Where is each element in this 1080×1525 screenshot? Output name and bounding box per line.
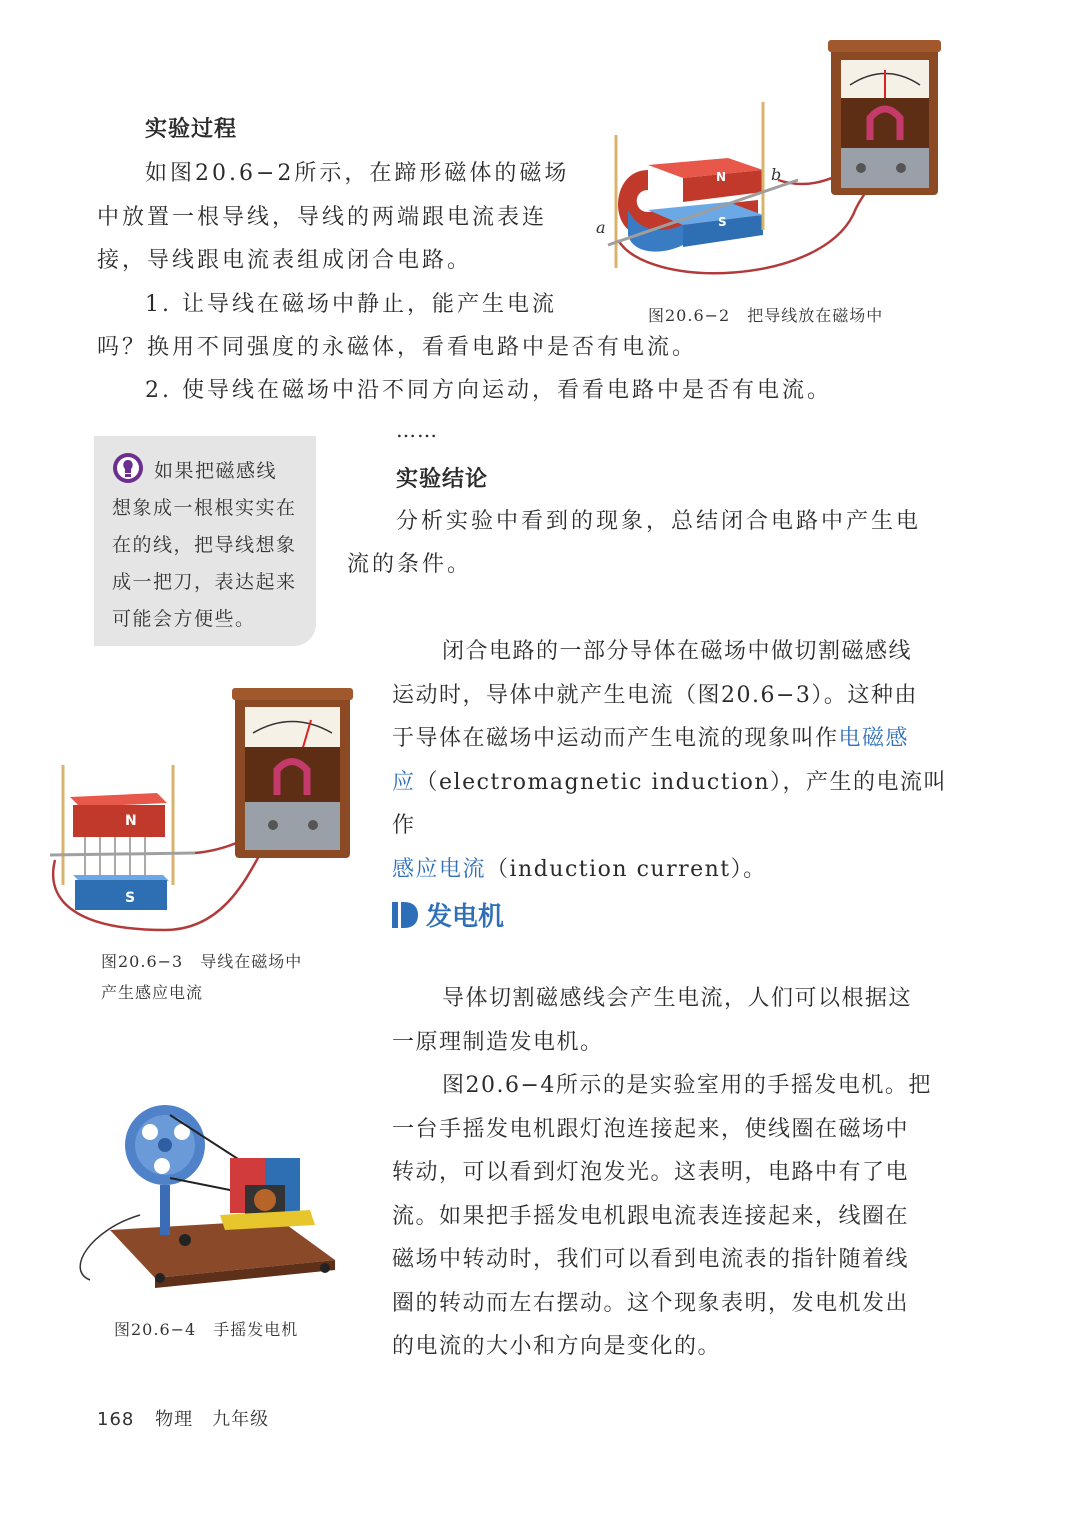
figure2-label-a: a [596,218,606,237]
generator-heading: 发电机 [426,902,505,932]
induction-line-3: 于导体在磁场中运动而产生电流的现象叫作电磁感 [392,726,910,751]
term-electromagnetic-induction: 电磁感 [838,726,910,751]
step2: 2. 使导线在磁场中沿不同方向运动，看看电路中是否有电流。 [145,378,832,403]
tip-line-5: 可能会方便些。 [112,608,256,630]
intro-line-1: 如图20.6−2所示，在蹄形磁体的磁场 [145,161,570,186]
generator-section-heading [392,896,504,933]
conclusion-heading: 实验结论 [396,466,489,492]
tip-line-3: 在的线，把导线想象 [112,534,297,556]
s-magnet [75,880,167,910]
figure3-caption-line-1: 图20.6−3 导线在磁场中 [101,952,303,971]
figure2-caption: 图20.6−2 把导线放在磁场中 [648,306,884,325]
induction-paragraph [392,630,952,891]
step1-line-2: 吗？换用不同强度的永磁体，看看电路中是否有电流。 [97,335,698,360]
figure3-pole-n: N [125,813,137,829]
figure-horseshoe-magnet-illustration [588,40,948,285]
gen-p2-line-5: 磁场中转动时，我们可以看到电流表的指针随着线 [392,1247,910,1272]
gen-p1-line-2: 一原理制造发电机。 [392,1029,604,1055]
section-marker-icon [392,900,418,930]
lightbulb-icon [112,452,144,484]
induction-line-4: 应（electromagnetic induction），产生的电流叫作 [392,769,948,838]
gen-p2-line-1: 图20.6−4所示的是实验室用的手摇发电机。把 [442,1073,932,1098]
experiment-heading: 实验过程 [145,116,238,142]
figure3-caption-line-2: 产生感应电流 [101,983,204,1002]
figure-hand-crank-generator-illustration [70,1100,340,1290]
gen-p2-line-3: 转动，可以看到灯泡发光。这表明，电路中有了电 [392,1160,910,1185]
tip-line-4: 成一把刀，表达起来 [112,571,297,593]
intro-line-2: 中放置一根导线，导线的两端跟电流表连 [97,204,548,230]
ammeter-base [841,148,929,188]
tip-line-1: 如果把磁感线 [112,452,302,490]
conclusion-line-2: 流的条件。 [347,552,473,577]
page-footer [97,1405,269,1431]
experiment-intro [97,152,587,326]
figure2-label-b: b [771,165,782,184]
tip-line-2: 想象成一根根实实在 [112,497,297,519]
term-induction-current: 感应电流 [392,856,487,882]
gen-p2-line-2: 一台手摇发电机跟灯泡连接起来，使线圈在磁场中 [392,1116,910,1142]
induction-line-2: 运动时，导体中就产生电流（图20.6−3）。这种由 [392,682,918,708]
figure4-caption: 图20.6−4 手摇发电机 [114,1320,299,1339]
intro-line-3: 接，导线跟电流表组成闭合电路。 [97,248,473,273]
n-magnet-top [70,793,167,807]
figure2-pole-n: N [716,170,727,184]
tip-note-box [94,436,316,646]
induction-line-5: 感应电流（induction current）。 [392,856,767,882]
ellipsis: …… [396,418,438,442]
gen-p2-line-7: 的电流的大小和方向是变化的。 [392,1334,722,1359]
figure3-caption [101,946,302,1008]
figure-bar-magnets-illustration [45,685,360,940]
figure3-pole-s: S [125,890,136,906]
generator-paragraphs [392,977,952,1369]
page-number: 168 [97,1409,135,1430]
conductor-wire-2 [50,853,195,855]
step1-line-1: 1. 让导线在磁场中静止，能产生电流 [145,291,557,317]
term-electromagnetic-induction-end: 应 [392,769,416,795]
n-magnet [73,805,165,837]
gen-p1-line-1: 导体切割磁感线会产生电流，人们可以根据这 [442,986,913,1011]
gen-p2-line-6: 圈的转动而左右摆动。这个现象表明，发电机发出 [392,1290,910,1316]
book-title: 物理 九年级 [155,1409,270,1430]
gen-p2-line-4: 流。如果把手摇发电机跟电流表连接起来，线圈在 [392,1203,910,1229]
induction-line-1: 闭合电路的一部分导体在磁场中做切割磁感线 [442,639,913,664]
conclusion-line-1: 分析实验中看到的现象，总结闭合电路中产生电 [396,509,922,534]
figure2-pole-s: S [718,215,727,229]
